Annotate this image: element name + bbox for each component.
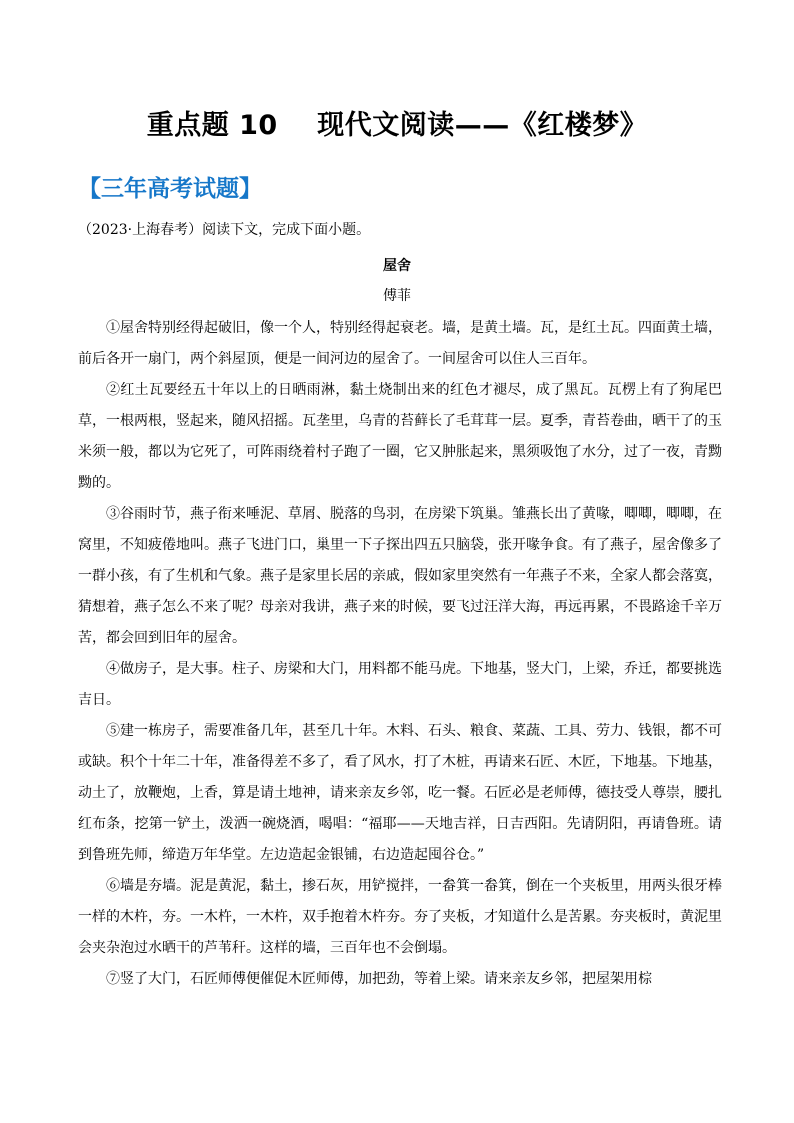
paragraph-1: ①屋舍特别经得起破旧，像一个人，特别经得起衰老。墙，是黄土墙。瓦，是红土瓦。四面黄土墙，前后各开一扇门，两个斜屋顶，便是一间河边的屋舍了。一间屋舍可以住人三百年。	[78, 320, 722, 367]
paragraph-2: ②红土瓦要经五十年以上的日晒雨淋，黏土烧制出来的红色才褪尽，成了黑瓦。瓦楞上有了狗尾巴草，一根两根，竖起来，随风招摇。瓦垄里，乌青的苔藓长了毛茸茸一层。夏季，青苔卷曲，晒干了的玉米须一般，都以为它死了，可阵雨绕着村子跑了一圈，它又肿胀起来，黑须吸饱了水分，过了一夜，青黝黝的。	[78, 382, 722, 491]
paragraph-3: ③谷雨时节，燕子衔来唾泥、草屑、脱落的鸟羽，在房梁下筑巢。雏燕长出了黄喙，唧唧，唧唧，在窝里，不知疲倦地叫。燕子飞进门口，巢里一下子探出四五只脑袋，张开喙争食。有了燕子，屋舍像多了一群小孩，有了生机和气象。燕子是家里长居的亲戚，假如家里突然有一年燕子不来，全家人都会落寞，猜想着，燕子怎么不来了呢？母亲对我讲，燕子来的时候，要飞过汪洋大海，再远再累，不畏路途千辛万苦，都会回到旧年的屋舍。	[78, 506, 722, 646]
paragraph-5: ⑤建一栋房子，需要准备几年，甚至几十年。木料、石头、粮食、菜蔬、工具、劳力、钱银，都不可或缺。积个十年二十年，准备得差不多了，看了风水，打了木桩，再请来石匠、木匠，下地基。下地基，动土了，放鞭炮，上香，算是请土地神，请来亲友乡邻，吃一餐。石匠必是老师傅，德技受人尊崇，腰扎红布条，挖第一铲土，泼洒一碗烧酒，喝唱：“福耶——天地吉祥，日吉西阳。先请阴阳，再请鲁班。请到鲁班先师，缔造万年华堂。左边造起金银铺，右边造起囤谷仓。”	[78, 723, 722, 863]
paragraph-6: ⑥墙是夯墙。泥是黄泥，黏土，掺石灰，用铲搅拌，一畚箕一畚箕，倒在一个夹板里，用两头很牙棒一样的木杵，夯。一木杵，一木杵，双手抱着木杵夯。夯了夹板，才知道什么是苦累。夯夹板时，黄泥里会夹杂泡过水晒干的芦苇秆。这样的墙，三百年也不会倒塌。	[78, 878, 722, 956]
question-intro: （2023·上海春考）阅读下文，完成下面小题。	[78, 222, 371, 238]
passage-title: 屋舍	[383, 258, 411, 274]
passage-author: 傅菲	[383, 288, 411, 304]
page-title: 重点题 10 现代文阅读——《红楼梦》	[146, 110, 648, 141]
paragraph-7: ⑦竖了大门，石匠师傅便催促木匠师傅，加把劲，等着上梁。请来亲友乡邻，把屋架用棕	[106, 971, 652, 987]
section-heading: 【三年高考试题】	[78, 176, 262, 202]
passage-body	[78, 313, 722, 995]
paragraph-4: ④做房子，是大事。柱子、房梁和大门，用料都不能马虎。下地基，竖大门，上梁，乔迁，都要挑选吉日。	[78, 661, 722, 708]
